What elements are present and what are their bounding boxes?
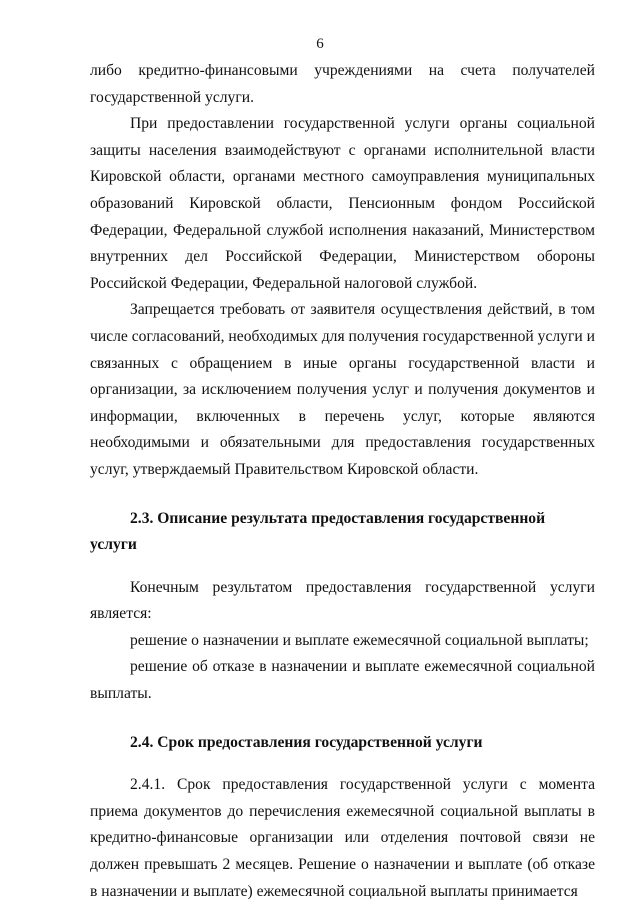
paragraph-term: 2.4.1. Срок предоставления государственной услуги с момента приема документов до перечисления ежемесячной социальной выплаты в кредитно-финансовые организации или отделения почтовой связи не должен превышать 2 месяцев. Решение о назначении и выплате (об отказе в назначении и выплате) ежемесячной социальной выплаты принимается bbox=[90, 776, 595, 900]
section-heading-2-3: 2.3. Описание результата предоставления государственной услуги bbox=[90, 509, 546, 554]
result-item-refusal: решение об отказе в назначении и выплате ежемесячной социальной выплаты. bbox=[90, 658, 595, 703]
page-number: 6 bbox=[316, 36, 324, 52]
document-body bbox=[90, 58, 595, 905]
paragraph-continuation: либо кредитно-финансовыми учреждениями на счета получателей государственной услуги. bbox=[90, 62, 595, 106]
paragraph-interaction: При предоставлении государственной услуги органы социальной защиты населения взаимодействуют с органами исполнительной власти Кировской области, органами местного самоуправления муниципальных образований Кировской области, Пенсионным фондом Российской Федерации, Федеральной службой исполнения наказаний, Министерством внутренних дел Российской Федерации, Министерством обороны Российской Федерации, Федеральной налоговой службой. bbox=[90, 115, 595, 292]
paragraph-result-intro: Конечным результатом предоставления государственной услуги является: bbox=[90, 578, 595, 623]
section-heading-2-4: 2.4. Срок предоставления государственной услуги bbox=[130, 733, 483, 751]
paragraph-prohibition: Запрещается требовать от заявителя осуществления действий, в том числе согласований, необходимых для получения государственной услуги и связанных с обращением в иные органы государственной власти и организации, за исключением получения услуг и получения документов и информации, включенных в перечень услуг, которые являются необходимыми и обязательными для предоставления государственных услуг, утверждаемый Правительством Кировской области. bbox=[90, 301, 595, 478]
result-item-approval: решение о назначении и выплате ежемесячной социальной выплаты; bbox=[130, 631, 589, 649]
